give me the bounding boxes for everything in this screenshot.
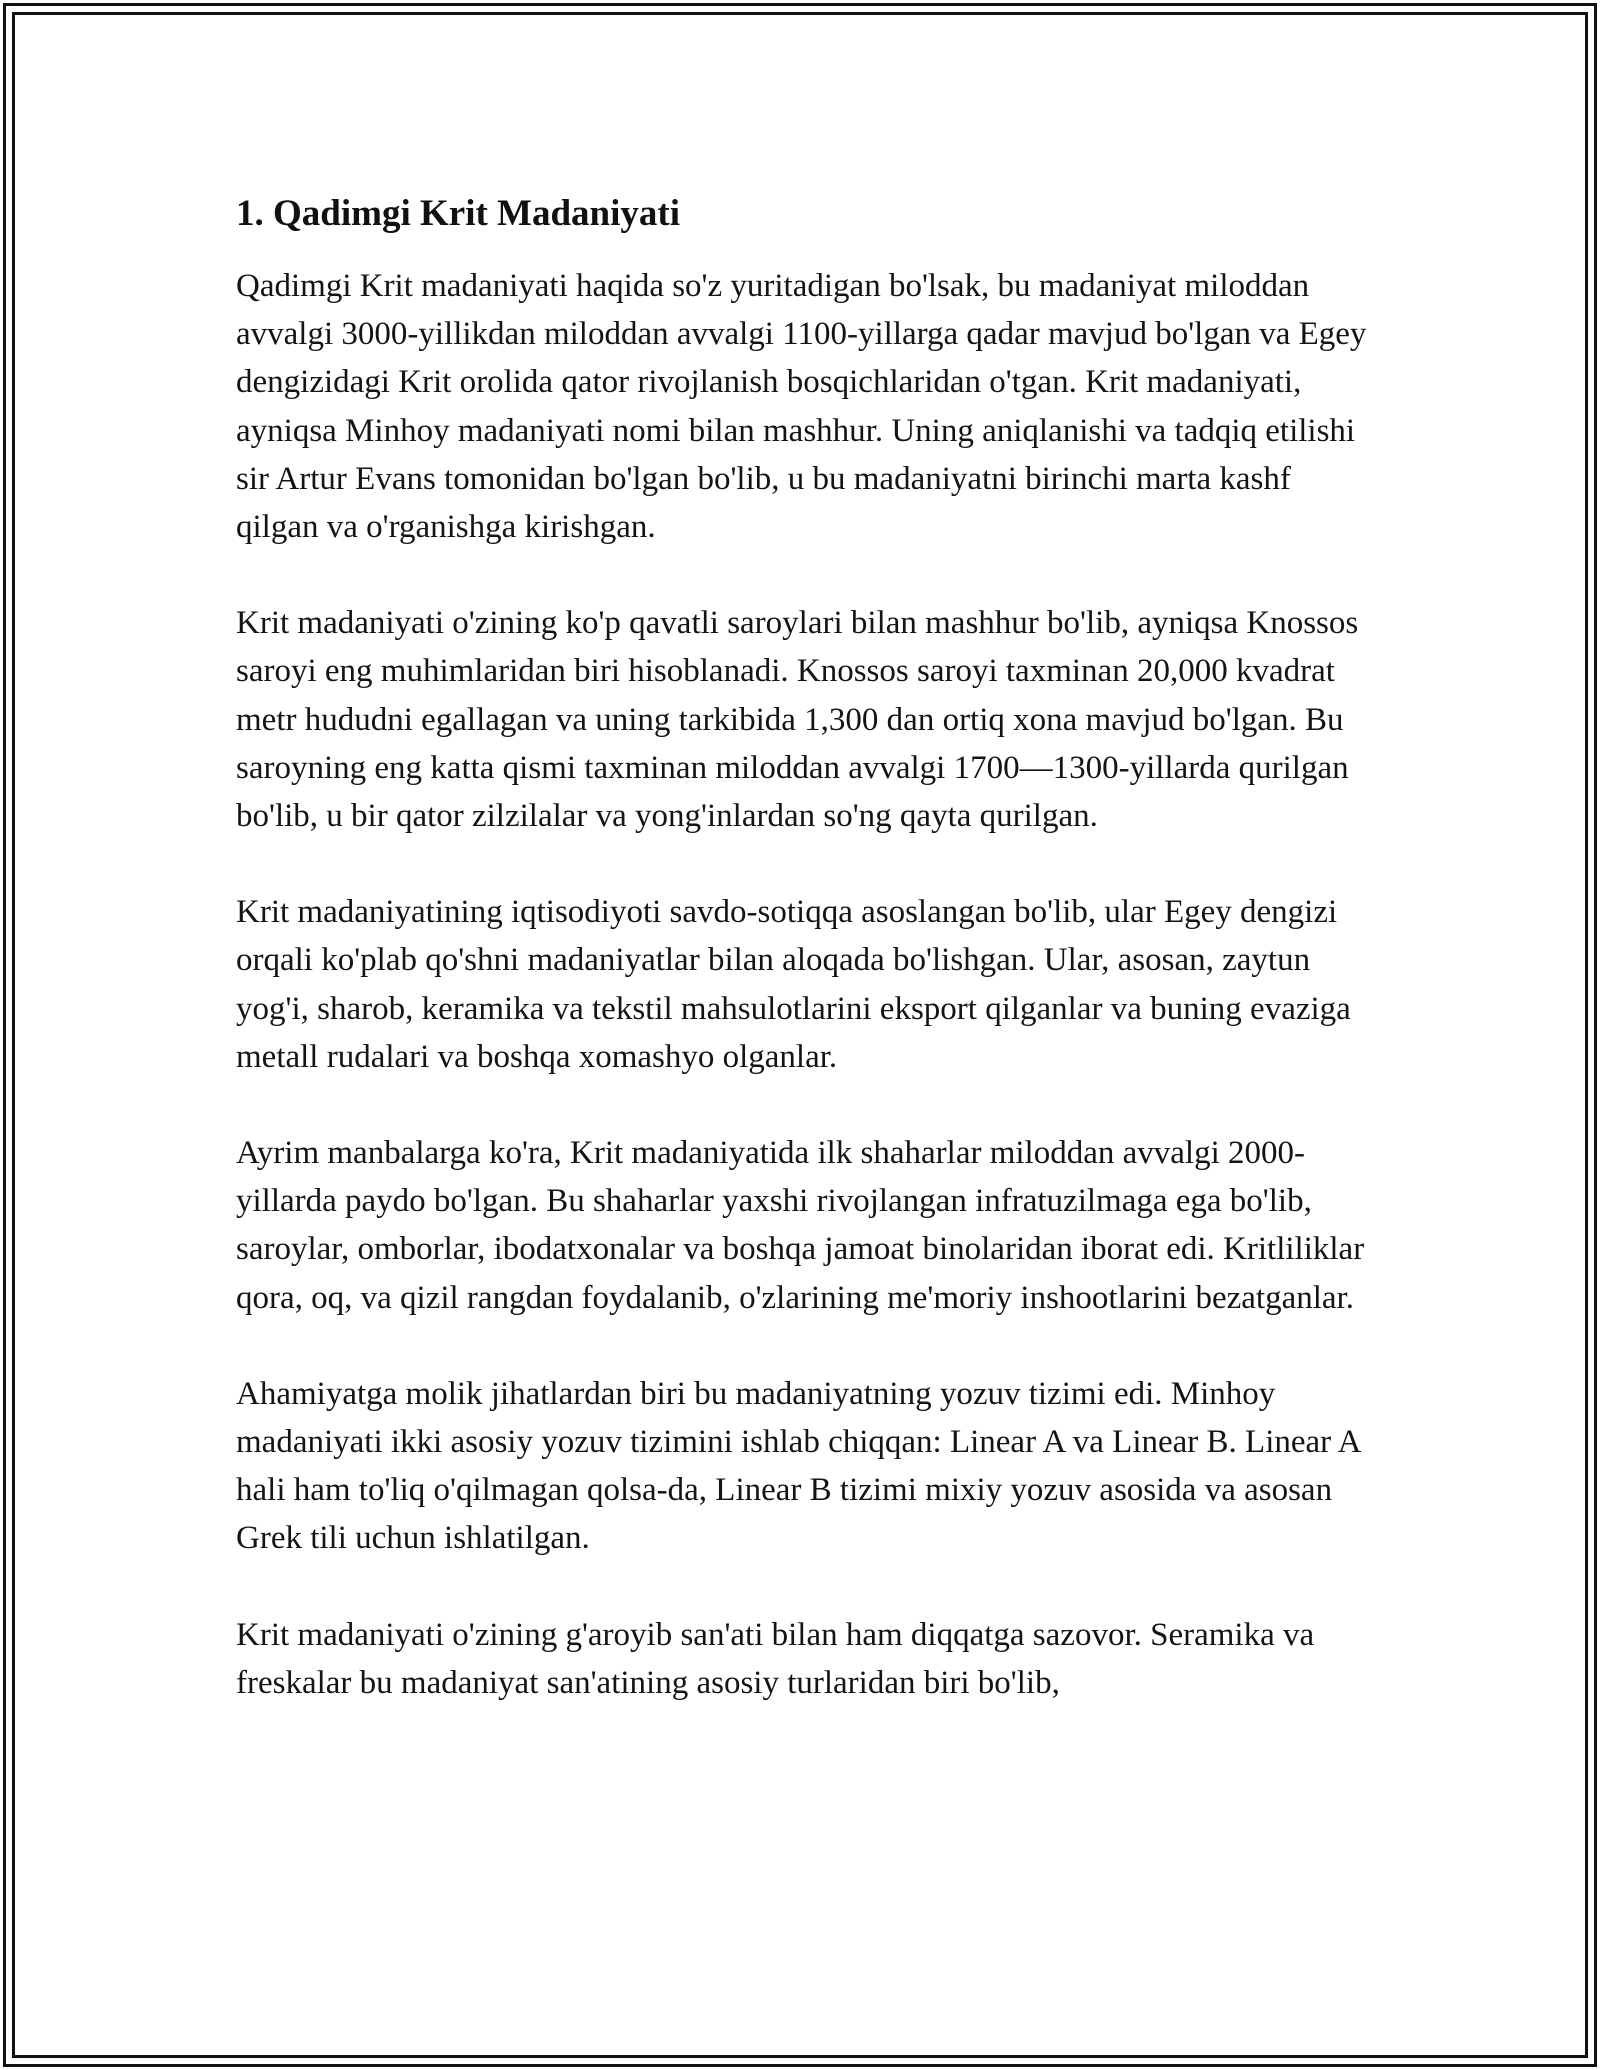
section-heading: 1. Qadimgi Krit Madaniyati [236, 193, 680, 234]
paragraph-cities: Ayrim manbalarga ko'ra, Krit madaniyatida ilk shaharlar miloddan avvalgi 2000-yillarda paydo bo'lgan. Bu shaharlar yaxshi rivojlangan infratuzilmaga ega bo'lib, saroylar, omborlar, ibodatxonalar va boshqa jamoat binolaridan iborat edi. Kritliliklar qora, oq, va qizil rangdan foydalanib, o'zlarining me'moriy inshootlarini bezatganlar. [236, 1135, 1365, 1316]
paragraph-writing: Ahamiyatga molik jihatlardan biri bu madaniyatning yozuv tizimi edi. Minhoy madaniyati ikki asosiy yozuv tizimini ishlab chiqqan: Linear A va Linear B. Linear A hali ham to'liq o'qilmagan qolsa-da, Linear B tizimi mixiy yozuv asosida va asosan Grek tili uchun ishlatilgan. [236, 1375, 1360, 1557]
paragraph-palaces: Krit madaniyati o'zining ko'p qavatli saroylari bilan mashhur bo'lib, ayniqsa Knossos saroyi eng muhimlaridan biri hisoblanadi. Knossos saroyi taxminan 20,000 kvadrat metr hududni egallagan va uning tarkibida 1,300 dan ortiq xona mavjud bo'lgan. Bu saroyning eng katta qismi taxminan miloddan avvalgi 1700—1300-yillarda qurilgan bo'lib, u bir qator zilzilalar va yong'inlardan so'ng qayta qurilgan. [236, 605, 1359, 835]
paragraph-intro: Qadimgi Krit madaniyati haqida so'z yuritadigan bo'lsak, bu madaniyat miloddan avvalgi 3000-yillikdan miloddan avvalgi 1100-yillarga qadar mavjud bo'lgan va Egey dengizidagi Krit orolida qator rivojlanish bosqichlaridan o'tgan. Krit madaniyati, ayniqsa Minhoy madaniyati nomi bilan mashhur. Uning aniqlanishi va tadqiq etilishi sir Artur Evans tomonidan bo'lgan bo'lib, u bu madaniyatni birinchi marta kashf qilgan va o'rganishga kirishgan. [236, 268, 1367, 546]
paragraph-art: Krit madaniyati o'zining g'aroyib san'ati bilan ham diqqatga sazovor. Seramika va freskalar bu madaniyat san'atining asosiy turlaridan biri bo'lib, [236, 1616, 1315, 1701]
document-body [236, 188, 1376, 1755]
paragraph-economy: Krit madaniyatining iqtisodiyoti savdo-sotiqqa asoslangan bo'lib, ular Egey dengizi orqali ko'plab qo'shni madaniyatlar bilan aloqada bo'lishgan. Ular, asosan, zaytun yog'i, sharob, keramika va tekstil mahsulotlarini eksport qilganlar va buning evaziga metall rudalari va boshqa xomashyo olganlar. [236, 894, 1351, 1075]
